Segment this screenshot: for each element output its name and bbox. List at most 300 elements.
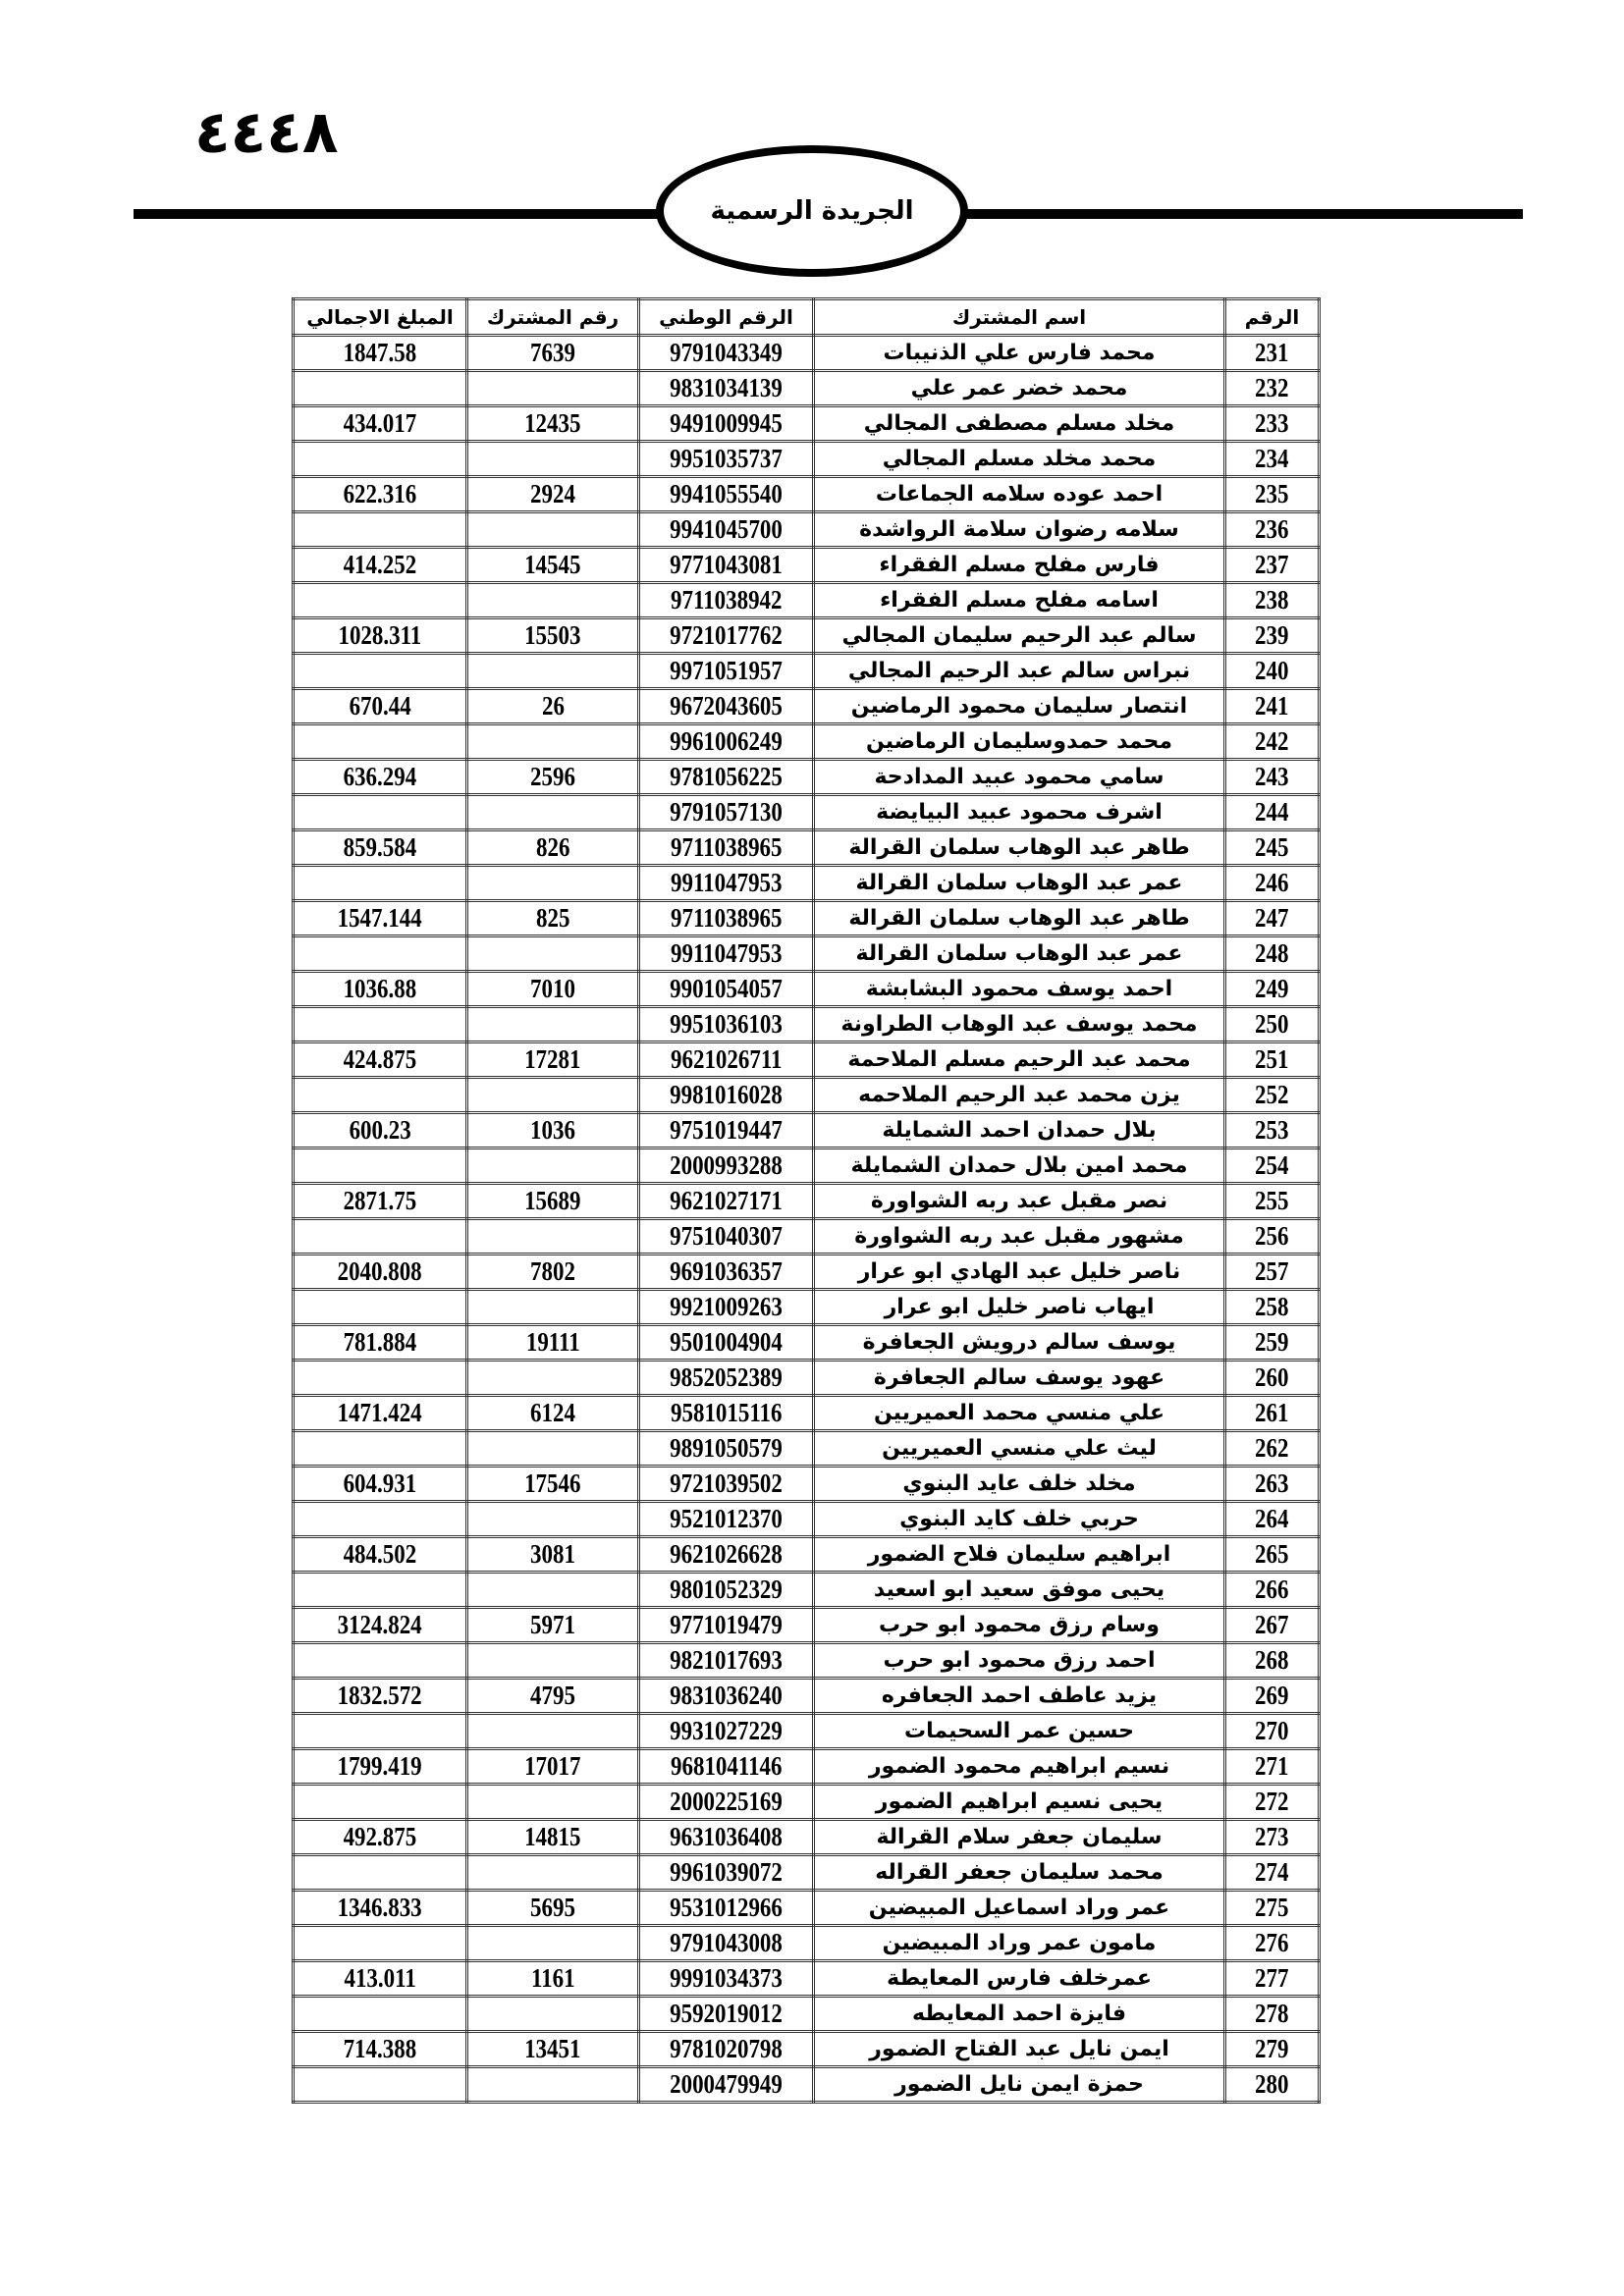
national-id: 9501004904 (670, 1327, 783, 1357)
subscriber-name-cell (814, 1749, 1225, 1785)
national-id: 9621027171 (670, 1186, 783, 1215)
national-id: 9681041146 (670, 1751, 783, 1781)
row-index-cell (1225, 1714, 1320, 1749)
row-index-cell (1225, 442, 1320, 477)
subscriber-number: 825 (535, 903, 570, 933)
total-amount-cell (294, 972, 467, 1007)
subscriber-number-cell (467, 1255, 639, 1290)
national-id: 9961006249 (670, 726, 783, 756)
row-index: 242 (1255, 726, 1289, 756)
national-id: 9721017762 (670, 620, 783, 650)
total-amount: 636.294 (343, 762, 417, 791)
total-amount: 1036.88 (343, 974, 417, 1003)
subscriber-name: علي منسي محمد العميريين (873, 1401, 1165, 1425)
subscriber-name: محمد مخلد مسلم المجالي (882, 447, 1157, 471)
subscriber-name: نصر مقبل عبد ربه الشواورة (870, 1189, 1168, 1213)
national-id-cell (639, 1148, 814, 1184)
table-row (294, 1643, 1320, 1679)
table-row (294, 2032, 1320, 2067)
row-index: 253 (1255, 1115, 1289, 1145)
table-row (294, 654, 1320, 689)
total-amount-cell (294, 1325, 467, 1361)
table-row (294, 1007, 1320, 1042)
national-id-cell (639, 1113, 814, 1148)
row-index: 280 (1255, 2069, 1289, 2099)
row-index-cell (1225, 1749, 1320, 1785)
table-row (294, 1396, 1320, 1431)
national-id: 9691036357 (670, 1256, 783, 1286)
row-index-cell (1225, 760, 1320, 795)
subscriber-number-cell (467, 2067, 639, 2103)
row-index: 238 (1255, 585, 1289, 614)
national-id: 2000479949 (670, 2069, 783, 2099)
total-amount-cell (294, 1855, 467, 1891)
total-amount-cell (294, 1961, 467, 1997)
total-amount: 414.252 (343, 550, 417, 579)
subscriber-name-cell (814, 1643, 1225, 1679)
subscriber-name-cell (814, 901, 1225, 936)
total-amount-cell (294, 1184, 467, 1219)
subscriber-number-cell (467, 724, 639, 760)
row-index-cell (1225, 1997, 1320, 2032)
national-id-cell (639, 1537, 814, 1573)
national-id-cell (639, 1007, 814, 1042)
total-amount: 604.931 (343, 1468, 417, 1498)
subscriber-number-cell (467, 901, 639, 936)
row-index: 260 (1255, 1362, 1289, 1392)
subscriber-number-cell (467, 1078, 639, 1113)
row-index: 262 (1255, 1433, 1289, 1463)
row-index: 258 (1255, 1292, 1289, 1321)
national-id: 9801052329 (670, 1575, 783, 1604)
total-amount-cell (294, 1891, 467, 1926)
total-amount-cell (294, 795, 467, 830)
national-id: 9951036103 (670, 1009, 783, 1039)
national-id-cell (639, 795, 814, 830)
national-id: 9981016028 (670, 1080, 783, 1109)
table-row (294, 1078, 1320, 1113)
table-row (294, 1502, 1320, 1537)
subscriber-number-cell (467, 1926, 639, 1961)
national-id: 9951035737 (670, 444, 783, 473)
subscriber-name: محمد سليمان جعفر القراله (875, 1860, 1164, 1885)
total-amount-cell (294, 406, 467, 442)
total-amount-cell (294, 1573, 467, 1608)
national-id-cell (639, 1255, 814, 1290)
subscriber-number-cell (467, 1502, 639, 1537)
row-index: 268 (1255, 1645, 1289, 1675)
national-id: 9672043605 (670, 691, 783, 721)
row-index-cell (1225, 1290, 1320, 1325)
subscribers-table (292, 297, 1321, 2104)
row-index-cell (1225, 1926, 1320, 1961)
national-id-cell (639, 618, 814, 654)
total-amount-cell (294, 1113, 467, 1148)
row-index: 270 (1255, 1716, 1289, 1745)
subscriber-number-cell (467, 1714, 639, 1749)
subscriber-name-cell (814, 972, 1225, 1007)
header-subscriber-name: اسم المشترك (814, 299, 1225, 336)
row-index-cell (1225, 1078, 1320, 1113)
national-id-cell (639, 1714, 814, 1749)
table-row (294, 442, 1320, 477)
subscriber-number: 17546 (524, 1468, 581, 1498)
subscriber-number-cell (467, 1749, 639, 1785)
total-amount-cell (294, 1042, 467, 1078)
total-amount-cell (294, 583, 467, 618)
national-id: 9592019012 (670, 1999, 783, 2028)
row-index: 269 (1255, 1681, 1289, 1710)
table-row (294, 2067, 1320, 2103)
subscriber-name-cell (814, 1431, 1225, 1467)
subscriber-number-cell (467, 1961, 639, 1997)
subscriber-number-cell (467, 1219, 639, 1255)
subscriber-name: يحيى موفق سعيد ابو اسعيد (873, 1577, 1165, 1602)
subscriber-name: نسيم ابراهيم محمود الضمور (868, 1754, 1170, 1779)
table-row (294, 1042, 1320, 1078)
national-id-cell (639, 1785, 814, 1820)
subscriber-number-cell (467, 1537, 639, 1573)
total-amount-cell (294, 1219, 467, 1255)
row-index: 243 (1255, 762, 1289, 791)
row-index-cell (1225, 1679, 1320, 1714)
row-index: 256 (1255, 1221, 1289, 1251)
total-amount-cell (294, 371, 467, 406)
total-amount-cell (294, 654, 467, 689)
row-index: 277 (1255, 1963, 1289, 1993)
subscriber-number-cell (467, 1148, 639, 1184)
subscriber-name: ناصر خليل عبد الهادي ابو عرار (857, 1259, 1181, 1284)
row-index-cell (1225, 936, 1320, 972)
national-id: 9621026628 (670, 1539, 783, 1569)
subscriber-number: 6124 (530, 1398, 575, 1427)
row-index-cell (1225, 1113, 1320, 1148)
subscriber-name-cell (814, 1290, 1225, 1325)
subscriber-name: مخلد مسلم مصطفى المجالي (863, 411, 1175, 436)
national-id: 9911047953 (670, 938, 783, 968)
table-row (294, 512, 1320, 548)
subscriber-name-cell (814, 936, 1225, 972)
subscriber-name-cell (814, 1926, 1225, 1961)
subscriber-name-cell (814, 1255, 1225, 1290)
subscriber-name: فارس مفلح مسلم الفقراء (879, 553, 1160, 577)
row-index: 257 (1255, 1256, 1289, 1286)
row-index: 265 (1255, 1539, 1289, 1569)
total-amount-cell (294, 1290, 467, 1325)
total-amount: 484.502 (343, 1539, 417, 1569)
subscriber-name-cell (814, 1113, 1225, 1148)
subscriber-name-cell (814, 1997, 1225, 2032)
masthead-oval (656, 145, 968, 277)
row-index-cell (1225, 2067, 1320, 2103)
national-id-cell (639, 1820, 814, 1855)
row-index-cell (1225, 1537, 1320, 1573)
subscriber-name-cell (814, 1396, 1225, 1431)
subscriber-number: 7639 (530, 338, 575, 367)
subscriber-number-cell (467, 1573, 639, 1608)
subscriber-name: فايزة احمد المعايطه (911, 2002, 1127, 2026)
national-id-cell (639, 1325, 814, 1361)
national-id-cell (639, 512, 814, 548)
row-index-cell (1225, 1396, 1320, 1431)
table-row (294, 548, 1320, 583)
total-amount-cell (294, 336, 467, 371)
national-id-cell (639, 548, 814, 583)
total-amount-cell (294, 901, 467, 936)
subscriber-number-cell (467, 406, 639, 442)
subscriber-name-cell (814, 1467, 1225, 1502)
row-index-cell (1225, 371, 1320, 406)
subscriber-number-cell (467, 830, 639, 866)
table-row (294, 1714, 1320, 1749)
subscriber-number-cell (467, 371, 639, 406)
national-id-cell (639, 1467, 814, 1502)
row-index: 252 (1255, 1080, 1289, 1109)
subscriber-name-cell (814, 442, 1225, 477)
total-amount-cell (294, 1537, 467, 1573)
subscriber-name: ايهاب ناصر خليل ابو عرار (884, 1295, 1155, 1319)
total-amount-cell (294, 1679, 467, 1714)
subscriber-name: محمد حمدوسليمان الرماضين (865, 729, 1173, 754)
national-id: 9491009945 (670, 408, 783, 438)
masthead-title: الجريدة الرسمية (710, 196, 914, 226)
subscriber-number-cell (467, 618, 639, 654)
row-index: 245 (1255, 832, 1289, 862)
row-index-cell (1225, 1891, 1320, 1926)
total-amount: 413.011 (344, 1963, 416, 1993)
row-index: 255 (1255, 1186, 1289, 1215)
table-row (294, 406, 1320, 442)
row-index-cell (1225, 477, 1320, 512)
table-row (294, 866, 1320, 901)
national-id-cell (639, 583, 814, 618)
subscriber-name-cell (814, 618, 1225, 654)
table-row (294, 1608, 1320, 1643)
national-id-cell (639, 1396, 814, 1431)
subscriber-number-cell (467, 1007, 639, 1042)
total-amount: 1028.311 (338, 620, 422, 650)
national-id-cell (639, 477, 814, 512)
total-amount: 670.44 (349, 691, 411, 721)
subscriber-name-cell (814, 1502, 1225, 1537)
national-id-cell (639, 1219, 814, 1255)
national-id-cell (639, 1361, 814, 1396)
table-body (294, 336, 1320, 2103)
subscriber-name: سليمان جعفر سلام القرالة (876, 1825, 1163, 1849)
subscriber-name: ايمن نايل عبد الفتاح الضمور (869, 2037, 1169, 2061)
national-id: 9711038965 (670, 903, 783, 933)
total-amount-cell (294, 724, 467, 760)
subscriber-number-cell (467, 1325, 639, 1361)
subscriber-name-cell (814, 866, 1225, 901)
subscriber-name-cell (814, 1608, 1225, 1643)
national-id-cell (639, 1184, 814, 1219)
subscriber-number-cell (467, 936, 639, 972)
national-id-cell (639, 1926, 814, 1961)
row-index: 272 (1255, 1787, 1289, 1816)
total-amount-cell (294, 548, 467, 583)
subscriber-name-cell (814, 1679, 1225, 1714)
subscriber-name-cell (814, 1325, 1225, 1361)
total-amount-cell (294, 442, 467, 477)
row-index: 236 (1255, 514, 1289, 544)
total-amount: 492.875 (343, 1822, 417, 1851)
total-amount-cell (294, 477, 467, 512)
row-index: 267 (1255, 1610, 1289, 1639)
row-index-cell (1225, 2032, 1320, 2067)
subscriber-name: حمزة ايمن نايل الضمور (894, 2072, 1144, 2097)
subscriber-number: 5971 (530, 1610, 575, 1639)
subscriber-name: احمد رزق محمود ابو حرب (883, 1648, 1156, 1673)
subscriber-name: اشرف محمود عبيد البيايضة (876, 800, 1163, 825)
subscriber-name-cell (814, 406, 1225, 442)
table-row (294, 618, 1320, 654)
table-row (294, 1785, 1320, 1820)
subscriber-name: محمد خضر عمر علي (910, 376, 1128, 400)
subscriber-number: 26 (541, 691, 565, 721)
total-amount: 1471.424 (337, 1398, 423, 1427)
national-id-cell (639, 654, 814, 689)
subscriber-name: حسين عمر السحيمات (904, 1719, 1134, 1743)
subscriber-number-cell (467, 866, 639, 901)
total-amount: 600.23 (349, 1115, 411, 1145)
subscriber-name-cell (814, 830, 1225, 866)
total-amount-cell (294, 830, 467, 866)
subscriber-number: 1161 (530, 1963, 575, 1993)
subscriber-number-cell (467, 1042, 639, 1078)
subscriber-name-cell (814, 1007, 1225, 1042)
subscriber-name-cell (814, 548, 1225, 583)
table-row (294, 1679, 1320, 1714)
row-index-cell (1225, 1785, 1320, 1820)
total-amount-cell (294, 512, 467, 548)
table-row (294, 830, 1320, 866)
subscriber-name-cell (814, 1573, 1225, 1608)
total-amount-cell (294, 1467, 467, 1502)
header-total-amount: المبلغ الاجمالي (294, 299, 467, 336)
subscriber-number: 1036 (530, 1115, 575, 1145)
table-row (294, 1290, 1320, 1325)
total-amount: 1847.58 (343, 338, 417, 367)
total-amount-cell (294, 1926, 467, 1961)
subscriber-number-cell (467, 1679, 639, 1714)
national-id-cell (639, 689, 814, 724)
table-row (294, 972, 1320, 1007)
row-index-cell (1225, 548, 1320, 583)
subscriber-number: 7802 (530, 1256, 575, 1286)
national-id: 9751019447 (670, 1115, 783, 1145)
row-index-cell (1225, 1007, 1320, 1042)
subscriber-name-cell (814, 1855, 1225, 1891)
subscriber-name: مخلد خلف عايد البنوي (902, 1471, 1136, 1496)
national-id: 9941055540 (670, 479, 783, 508)
national-id-cell (639, 1608, 814, 1643)
national-id-cell (639, 1643, 814, 1679)
row-index-cell (1225, 795, 1320, 830)
national-id-cell (639, 1961, 814, 1997)
national-id-cell (639, 406, 814, 442)
table-row (294, 1997, 1320, 2032)
row-index-cell (1225, 1255, 1320, 1290)
row-index-cell (1225, 1608, 1320, 1643)
national-id: 9911047953 (670, 868, 783, 897)
total-amount-cell (294, 1007, 467, 1042)
subscriber-number: 14545 (524, 550, 581, 579)
subscriber-name: طاهر عبد الوهاب سلمان القرالة (848, 906, 1190, 931)
national-id: 9831034139 (670, 373, 783, 402)
row-index: 274 (1255, 1857, 1289, 1887)
national-id: 9621026711 (670, 1044, 783, 1074)
national-id: 9971051957 (670, 656, 783, 685)
national-id-cell (639, 1502, 814, 1537)
row-index-cell (1225, 583, 1320, 618)
subscriber-number: 7010 (530, 974, 575, 1003)
subscriber-number: 2596 (530, 762, 575, 791)
row-index-cell (1225, 336, 1320, 371)
row-index-cell (1225, 972, 1320, 1007)
subscriber-name: سامي محمود عبيد المدادحة (874, 765, 1164, 789)
total-amount-cell (294, 1714, 467, 1749)
row-index: 259 (1255, 1327, 1289, 1357)
page-number: ٤٤٤٨ (194, 98, 339, 167)
table-row (294, 1219, 1320, 1255)
subscriber-number-cell (467, 1997, 639, 2032)
subscriber-number-cell (467, 583, 639, 618)
subscriber-name-cell (814, 760, 1225, 795)
subscriber-number-cell (467, 1184, 639, 1219)
subscriber-number-cell (467, 1361, 639, 1396)
subscriber-name-cell (814, 1961, 1225, 1997)
total-amount: 434.017 (343, 408, 417, 438)
national-id-cell (639, 724, 814, 760)
row-index: 239 (1255, 620, 1289, 650)
national-id-cell (639, 1431, 814, 1467)
row-index: 275 (1255, 1893, 1289, 1922)
total-amount: 1832.572 (337, 1681, 423, 1710)
subscriber-number-cell (467, 1396, 639, 1431)
row-index-cell (1225, 1573, 1320, 1608)
total-amount-cell (294, 2067, 467, 2103)
subscriber-number-cell (467, 1431, 639, 1467)
row-index: 279 (1255, 2034, 1289, 2063)
national-id: 2000993288 (670, 1150, 783, 1180)
table-row (294, 689, 1320, 724)
row-index: 233 (1255, 408, 1289, 438)
row-index-cell (1225, 1431, 1320, 1467)
total-amount-cell (294, 618, 467, 654)
table-row (294, 1184, 1320, 1219)
subscriber-name: اسامه مفلح مسلم الفقراء (880, 588, 1159, 613)
subscriber-name-cell (814, 336, 1225, 371)
row-index: 240 (1255, 656, 1289, 685)
total-amount-cell (294, 1785, 467, 1820)
total-amount-cell (294, 1608, 467, 1643)
national-id-cell (639, 1749, 814, 1785)
row-index-cell (1225, 689, 1320, 724)
national-id: 9941045700 (670, 514, 783, 544)
row-index: 261 (1255, 1398, 1289, 1427)
subscriber-name: عمرخلف فارس المعايطة (887, 1966, 1152, 1991)
national-id-cell (639, 866, 814, 901)
total-amount: 3124.824 (337, 1610, 423, 1639)
row-index-cell (1225, 1820, 1320, 1855)
subscriber-name: محمد فارس علي الذنيبات (883, 341, 1156, 365)
national-id: 9791043349 (670, 338, 783, 367)
national-id: 9751040307 (670, 1221, 783, 1251)
subscriber-number: 2924 (530, 479, 575, 508)
table-row (294, 1255, 1320, 1290)
national-id: 9921009263 (670, 1292, 783, 1321)
